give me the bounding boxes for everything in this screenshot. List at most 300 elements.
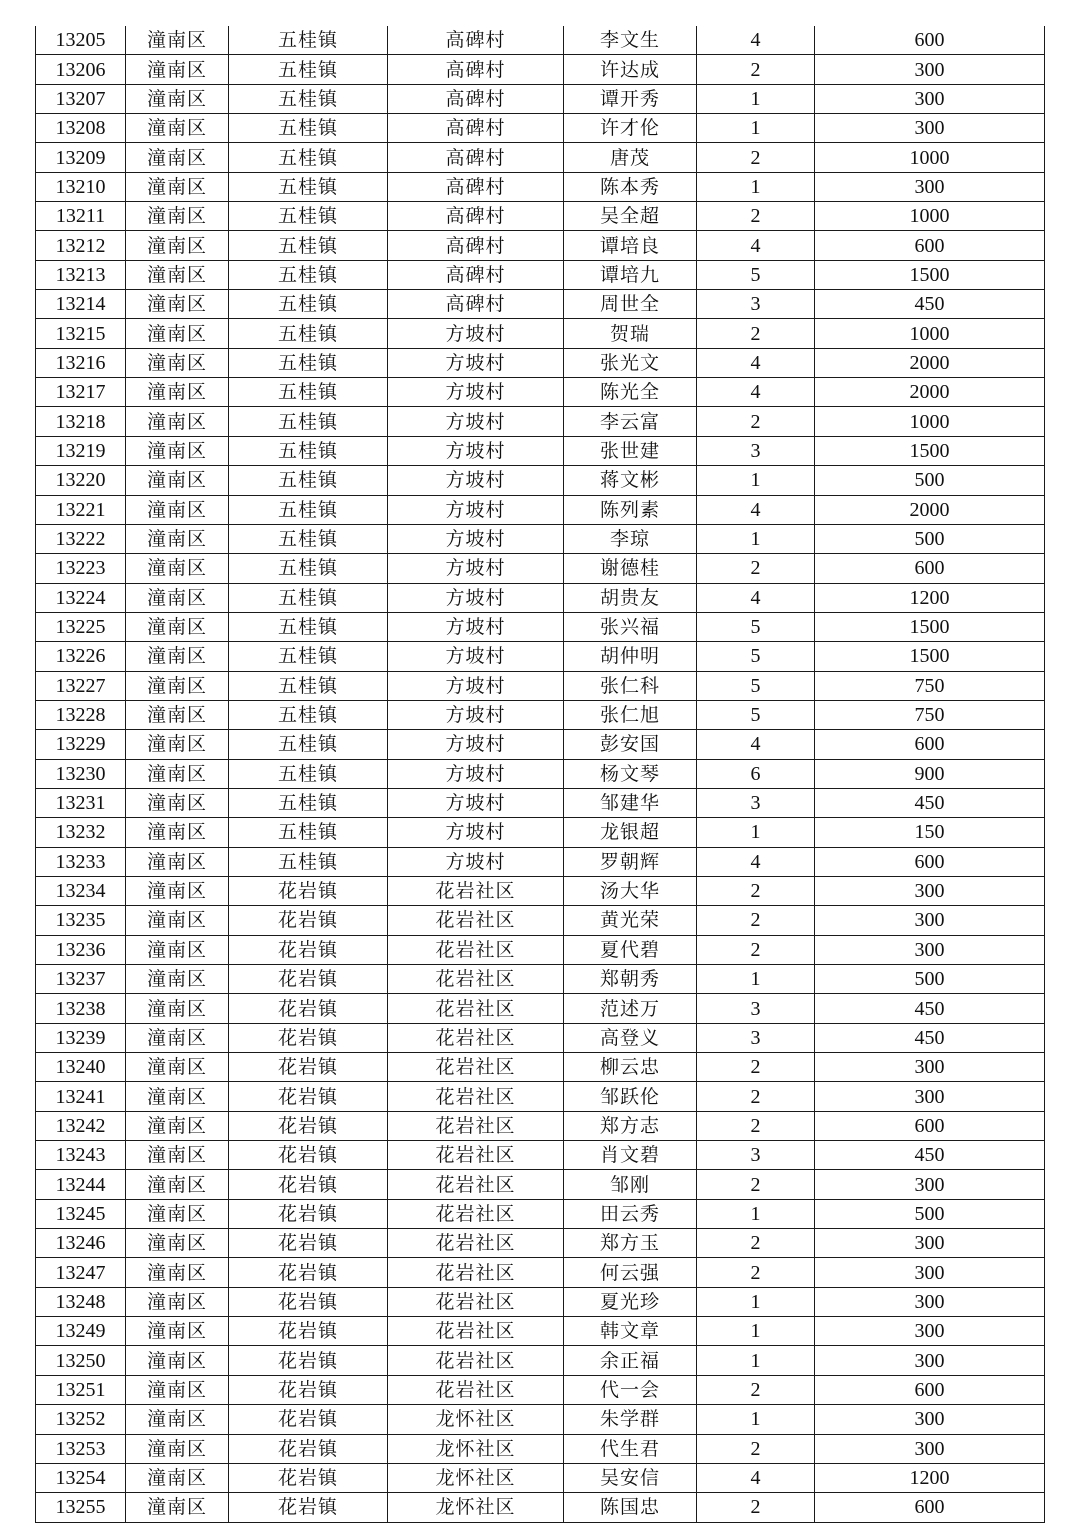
table-row: [36, 114, 1045, 143]
cell-district: 潼南区: [126, 818, 229, 847]
cell-count: 2: [697, 554, 815, 583]
cell-id: 13240: [36, 1053, 126, 1082]
cell-name: 张仁旭: [564, 700, 697, 729]
cell-district: 潼南区: [126, 1170, 229, 1199]
cell-count: 3: [697, 436, 815, 465]
cell-district: 潼南区: [126, 906, 229, 935]
cell-count: 4: [697, 26, 815, 55]
cell-village: 花岩社区: [388, 1375, 564, 1404]
cell-town: 五桂镇: [229, 730, 388, 759]
cell-town: 花岩镇: [229, 935, 388, 964]
cell-village: 花岩社区: [388, 906, 564, 935]
cell-name: 范述万: [564, 994, 697, 1023]
cell-amount: 1000: [815, 143, 1045, 172]
cell-amount: 600: [815, 26, 1045, 55]
cell-town: 五桂镇: [229, 55, 388, 84]
table-row: [36, 1082, 1045, 1111]
table-row: [36, 1023, 1045, 1052]
cell-count: 2: [697, 1229, 815, 1258]
cell-town: 五桂镇: [229, 143, 388, 172]
cell-name: 代一会: [564, 1375, 697, 1404]
cell-id: 13237: [36, 965, 126, 994]
cell-id: 13255: [36, 1493, 126, 1522]
table-row: [36, 554, 1045, 583]
cell-town: 花岩镇: [229, 876, 388, 905]
cell-name: 唐茂: [564, 143, 697, 172]
cell-name: 张世建: [564, 436, 697, 465]
cell-district: 潼南区: [126, 1375, 229, 1404]
cell-id: 13253: [36, 1434, 126, 1463]
cell-amount: 600: [815, 554, 1045, 583]
cell-district: 潼南区: [126, 1463, 229, 1492]
cell-district: 潼南区: [126, 495, 229, 524]
cell-id: 13210: [36, 172, 126, 201]
cell-town: 五桂镇: [229, 202, 388, 231]
cell-district: 潼南区: [126, 730, 229, 759]
cell-village: 方坡村: [388, 700, 564, 729]
cell-district: 潼南区: [126, 759, 229, 788]
cell-village: 龙怀社区: [388, 1463, 564, 1492]
cell-village: 方坡村: [388, 583, 564, 612]
table-row: [36, 84, 1045, 113]
cell-id: 13225: [36, 612, 126, 641]
cell-count: 4: [697, 583, 815, 612]
cell-town: 花岩镇: [229, 1053, 388, 1082]
cell-village: 花岩社区: [388, 1229, 564, 1258]
cell-village: 方坡村: [388, 524, 564, 553]
cell-id: 13241: [36, 1082, 126, 1111]
cell-amount: 300: [815, 1053, 1045, 1082]
cell-id: 13234: [36, 876, 126, 905]
cell-count: 2: [697, 1170, 815, 1199]
cell-name: 邹刚: [564, 1170, 697, 1199]
cell-district: 潼南区: [126, 1405, 229, 1434]
cell-amount: 1500: [815, 642, 1045, 671]
cell-village: 花岩社区: [388, 935, 564, 964]
cell-town: 五桂镇: [229, 554, 388, 583]
cell-village: 方坡村: [388, 759, 564, 788]
cell-count: 1: [697, 172, 815, 201]
cell-village: 高碑村: [388, 55, 564, 84]
cell-town: 花岩镇: [229, 1463, 388, 1492]
cell-count: 2: [697, 906, 815, 935]
cell-district: 潼南区: [126, 466, 229, 495]
cell-id: 13250: [36, 1346, 126, 1375]
cell-name: 胡贵友: [564, 583, 697, 612]
cell-count: 2: [697, 407, 815, 436]
cell-name: 李云富: [564, 407, 697, 436]
table-row: [36, 1375, 1045, 1404]
cell-name: 郑方玉: [564, 1229, 697, 1258]
cell-count: 2: [697, 1258, 815, 1287]
table-row: [36, 612, 1045, 641]
cell-amount: 600: [815, 1493, 1045, 1522]
cell-amount: 150: [815, 818, 1045, 847]
table-row: [36, 876, 1045, 905]
cell-town: 五桂镇: [229, 348, 388, 377]
cell-amount: 600: [815, 1375, 1045, 1404]
cell-amount: 450: [815, 290, 1045, 319]
table-row: [36, 466, 1045, 495]
cell-district: 潼南区: [126, 202, 229, 231]
cell-village: 高碑村: [388, 84, 564, 113]
cell-count: 4: [697, 1463, 815, 1492]
table-row: [36, 671, 1045, 700]
cell-district: 潼南区: [126, 671, 229, 700]
cell-village: 方坡村: [388, 495, 564, 524]
table-row: [36, 231, 1045, 260]
cell-id: 13245: [36, 1199, 126, 1228]
cell-count: 3: [697, 1141, 815, 1170]
table-row: [36, 143, 1045, 172]
cell-district: 潼南区: [126, 172, 229, 201]
cell-id: 13216: [36, 348, 126, 377]
table-row: [36, 1141, 1045, 1170]
cell-amount: 1500: [815, 260, 1045, 289]
cell-id: 13252: [36, 1405, 126, 1434]
table-row: [36, 378, 1045, 407]
cell-town: 花岩镇: [229, 1111, 388, 1140]
cell-village: 花岩社区: [388, 876, 564, 905]
cell-id: 13232: [36, 818, 126, 847]
cell-amount: 900: [815, 759, 1045, 788]
cell-amount: 1500: [815, 612, 1045, 641]
cell-count: 2: [697, 1111, 815, 1140]
cell-village: 花岩社区: [388, 1111, 564, 1140]
cell-count: 5: [697, 642, 815, 671]
cell-village: 方坡村: [388, 847, 564, 876]
cell-town: 花岩镇: [229, 906, 388, 935]
cell-town: 五桂镇: [229, 612, 388, 641]
cell-name: 高登义: [564, 1023, 697, 1052]
cell-village: 高碑村: [388, 26, 564, 55]
cell-id: 13247: [36, 1258, 126, 1287]
cell-amount: 450: [815, 788, 1045, 817]
cell-name: 谭开秀: [564, 84, 697, 113]
cell-name: 夏代碧: [564, 935, 697, 964]
cell-name: 何云强: [564, 1258, 697, 1287]
cell-town: 花岩镇: [229, 1258, 388, 1287]
cell-village: 高碑村: [388, 114, 564, 143]
cell-village: 龙怀社区: [388, 1493, 564, 1522]
cell-village: 方坡村: [388, 554, 564, 583]
cell-name: 余正福: [564, 1346, 697, 1375]
table-row: [36, 642, 1045, 671]
cell-village: 高碑村: [388, 290, 564, 319]
cell-district: 潼南区: [126, 847, 229, 876]
cell-count: 1: [697, 114, 815, 143]
cell-town: 五桂镇: [229, 671, 388, 700]
cell-village: 花岩社区: [388, 1346, 564, 1375]
table-row: [36, 730, 1045, 759]
cell-id: 13233: [36, 847, 126, 876]
table-row: [36, 906, 1045, 935]
cell-town: 花岩镇: [229, 1287, 388, 1316]
cell-town: 花岩镇: [229, 1170, 388, 1199]
cell-amount: 300: [815, 1229, 1045, 1258]
cell-id: 13218: [36, 407, 126, 436]
cell-district: 潼南区: [126, 378, 229, 407]
cell-village: 方坡村: [388, 612, 564, 641]
cell-name: 周世全: [564, 290, 697, 319]
cell-village: 高碑村: [388, 260, 564, 289]
table-row: [36, 495, 1045, 524]
cell-id: 13227: [36, 671, 126, 700]
table-row: [36, 26, 1045, 55]
table-row: [36, 1199, 1045, 1228]
cell-count: 1: [697, 1317, 815, 1346]
cell-name: 朱学群: [564, 1405, 697, 1434]
table-row: [36, 172, 1045, 201]
cell-name: 李文生: [564, 26, 697, 55]
cell-village: 方坡村: [388, 319, 564, 348]
cell-name: 夏光珍: [564, 1287, 697, 1316]
cell-village: 方坡村: [388, 730, 564, 759]
cell-town: 五桂镇: [229, 26, 388, 55]
cell-id: 13217: [36, 378, 126, 407]
cell-id: 13254: [36, 1463, 126, 1492]
cell-village: 龙怀社区: [388, 1434, 564, 1463]
cell-amount: 300: [815, 1434, 1045, 1463]
cell-district: 潼南区: [126, 965, 229, 994]
cell-amount: 1000: [815, 407, 1045, 436]
cell-district: 潼南区: [126, 1053, 229, 1082]
table-row: [36, 436, 1045, 465]
cell-id: 13219: [36, 436, 126, 465]
cell-district: 潼南区: [126, 1082, 229, 1111]
cell-amount: 300: [815, 876, 1045, 905]
cell-village: 方坡村: [388, 407, 564, 436]
cell-district: 潼南区: [126, 1111, 229, 1140]
cell-town: 花岩镇: [229, 1229, 388, 1258]
cell-id: 13231: [36, 788, 126, 817]
cell-name: 汤大华: [564, 876, 697, 905]
cell-district: 潼南区: [126, 26, 229, 55]
cell-amount: 1000: [815, 202, 1045, 231]
cell-village: 方坡村: [388, 348, 564, 377]
cell-count: 4: [697, 348, 815, 377]
cell-town: 五桂镇: [229, 84, 388, 113]
table-row: [36, 407, 1045, 436]
roster-body: [36, 26, 1045, 1522]
cell-district: 潼南区: [126, 319, 229, 348]
cell-town: 五桂镇: [229, 319, 388, 348]
cell-count: 3: [697, 788, 815, 817]
table-row: [36, 1053, 1045, 1082]
cell-amount: 450: [815, 1023, 1045, 1052]
cell-town: 五桂镇: [229, 436, 388, 465]
cell-count: 1: [697, 466, 815, 495]
cell-count: 5: [697, 700, 815, 729]
cell-count: 2: [697, 1053, 815, 1082]
cell-name: 杨文琴: [564, 759, 697, 788]
cell-district: 潼南区: [126, 1493, 229, 1522]
cell-id: 13214: [36, 290, 126, 319]
cell-count: 1: [697, 524, 815, 553]
cell-district: 潼南区: [126, 407, 229, 436]
cell-id: 13220: [36, 466, 126, 495]
cell-village: 花岩社区: [388, 1258, 564, 1287]
cell-village: 花岩社区: [388, 1023, 564, 1052]
cell-count: 6: [697, 759, 815, 788]
cell-count: 2: [697, 1375, 815, 1404]
cell-count: 5: [697, 671, 815, 700]
cell-count: 2: [697, 1434, 815, 1463]
cell-id: 13235: [36, 906, 126, 935]
cell-village: 高碑村: [388, 231, 564, 260]
cell-count: 1: [697, 1199, 815, 1228]
cell-village: 方坡村: [388, 466, 564, 495]
cell-village: 花岩社区: [388, 1287, 564, 1316]
cell-id: 13244: [36, 1170, 126, 1199]
cell-district: 潼南区: [126, 290, 229, 319]
cell-district: 潼南区: [126, 876, 229, 905]
cell-town: 花岩镇: [229, 1375, 388, 1404]
cell-name: 陈列素: [564, 495, 697, 524]
cell-village: 花岩社区: [388, 1317, 564, 1346]
cell-id: 13211: [36, 202, 126, 231]
cell-district: 潼南区: [126, 1434, 229, 1463]
cell-id: 13239: [36, 1023, 126, 1052]
cell-amount: 450: [815, 1141, 1045, 1170]
cell-amount: 300: [815, 172, 1045, 201]
table-row: [36, 1405, 1045, 1434]
cell-id: 13207: [36, 84, 126, 113]
cell-name: 郑方志: [564, 1111, 697, 1140]
cell-town: 花岩镇: [229, 1023, 388, 1052]
cell-town: 五桂镇: [229, 818, 388, 847]
cell-amount: 500: [815, 524, 1045, 553]
cell-name: 许才伦: [564, 114, 697, 143]
cell-count: 5: [697, 260, 815, 289]
cell-id: 13213: [36, 260, 126, 289]
cell-amount: 1200: [815, 1463, 1045, 1492]
cell-amount: 300: [815, 84, 1045, 113]
cell-count: 2: [697, 143, 815, 172]
cell-name: 谢德桂: [564, 554, 697, 583]
cell-id: 13248: [36, 1287, 126, 1316]
cell-amount: 600: [815, 231, 1045, 260]
cell-count: 1: [697, 84, 815, 113]
cell-town: 五桂镇: [229, 466, 388, 495]
cell-name: 吴安信: [564, 1463, 697, 1492]
cell-village: 高碑村: [388, 143, 564, 172]
cell-name: 黄光荣: [564, 906, 697, 935]
cell-count: 2: [697, 935, 815, 964]
cell-town: 五桂镇: [229, 642, 388, 671]
cell-district: 潼南区: [126, 1199, 229, 1228]
cell-town: 五桂镇: [229, 114, 388, 143]
cell-id: 13223: [36, 554, 126, 583]
cell-id: 13229: [36, 730, 126, 759]
cell-amount: 300: [815, 1317, 1045, 1346]
cell-amount: 600: [815, 1111, 1045, 1140]
cell-name: 贺瑞: [564, 319, 697, 348]
table-row: [36, 583, 1045, 612]
cell-district: 潼南区: [126, 788, 229, 817]
cell-district: 潼南区: [126, 524, 229, 553]
cell-town: 五桂镇: [229, 495, 388, 524]
cell-district: 潼南区: [126, 1287, 229, 1316]
cell-name: 彭安国: [564, 730, 697, 759]
cell-amount: 750: [815, 671, 1045, 700]
cell-name: 罗朝辉: [564, 847, 697, 876]
cell-amount: 600: [815, 730, 1045, 759]
cell-count: 4: [697, 730, 815, 759]
cell-count: 4: [697, 495, 815, 524]
cell-district: 潼南区: [126, 1346, 229, 1375]
cell-district: 潼南区: [126, 554, 229, 583]
cell-id: 13222: [36, 524, 126, 553]
cell-village: 方坡村: [388, 378, 564, 407]
cell-town: 五桂镇: [229, 524, 388, 553]
cell-name: 张兴福: [564, 612, 697, 641]
cell-amount: 300: [815, 1082, 1045, 1111]
cell-amount: 300: [815, 1346, 1045, 1375]
cell-count: 2: [697, 319, 815, 348]
cell-amount: 300: [815, 1258, 1045, 1287]
cell-amount: 500: [815, 466, 1045, 495]
cell-town: 花岩镇: [229, 1199, 388, 1228]
cell-id: 13209: [36, 143, 126, 172]
cell-town: 花岩镇: [229, 1346, 388, 1375]
cell-name: 谭培九: [564, 260, 697, 289]
cell-amount: 500: [815, 1199, 1045, 1228]
cell-name: 郑朝秀: [564, 965, 697, 994]
table-row: [36, 1317, 1045, 1346]
cell-count: 4: [697, 847, 815, 876]
cell-amount: 300: [815, 114, 1045, 143]
cell-name: 田云秀: [564, 1199, 697, 1228]
cell-count: 2: [697, 55, 815, 84]
cell-id: 13224: [36, 583, 126, 612]
cell-name: 陈国忠: [564, 1493, 697, 1522]
cell-amount: 600: [815, 847, 1045, 876]
cell-district: 潼南区: [126, 436, 229, 465]
cell-amount: 2000: [815, 495, 1045, 524]
cell-town: 花岩镇: [229, 1493, 388, 1522]
cell-count: 2: [697, 876, 815, 905]
cell-name: 邹建华: [564, 788, 697, 817]
table-row: [36, 319, 1045, 348]
table-row: [36, 524, 1045, 553]
cell-village: 方坡村: [388, 642, 564, 671]
cell-amount: 1000: [815, 319, 1045, 348]
cell-village: 花岩社区: [388, 1199, 564, 1228]
cell-name: 胡仲明: [564, 642, 697, 671]
cell-village: 花岩社区: [388, 1141, 564, 1170]
cell-count: 2: [697, 1082, 815, 1111]
cell-count: 5: [697, 612, 815, 641]
cell-town: 花岩镇: [229, 994, 388, 1023]
cell-name: 代生君: [564, 1434, 697, 1463]
cell-id: 13212: [36, 231, 126, 260]
table-row: [36, 348, 1045, 377]
cell-district: 潼南区: [126, 1229, 229, 1258]
cell-id: 13208: [36, 114, 126, 143]
table-row: [36, 202, 1045, 231]
cell-district: 潼南区: [126, 994, 229, 1023]
cell-count: 1: [697, 818, 815, 847]
table-row: [36, 700, 1045, 729]
cell-district: 潼南区: [126, 642, 229, 671]
table-row: [36, 1170, 1045, 1199]
cell-village: 方坡村: [388, 436, 564, 465]
table-row: [36, 994, 1045, 1023]
cell-district: 潼南区: [126, 583, 229, 612]
cell-district: 潼南区: [126, 114, 229, 143]
cell-town: 五桂镇: [229, 700, 388, 729]
